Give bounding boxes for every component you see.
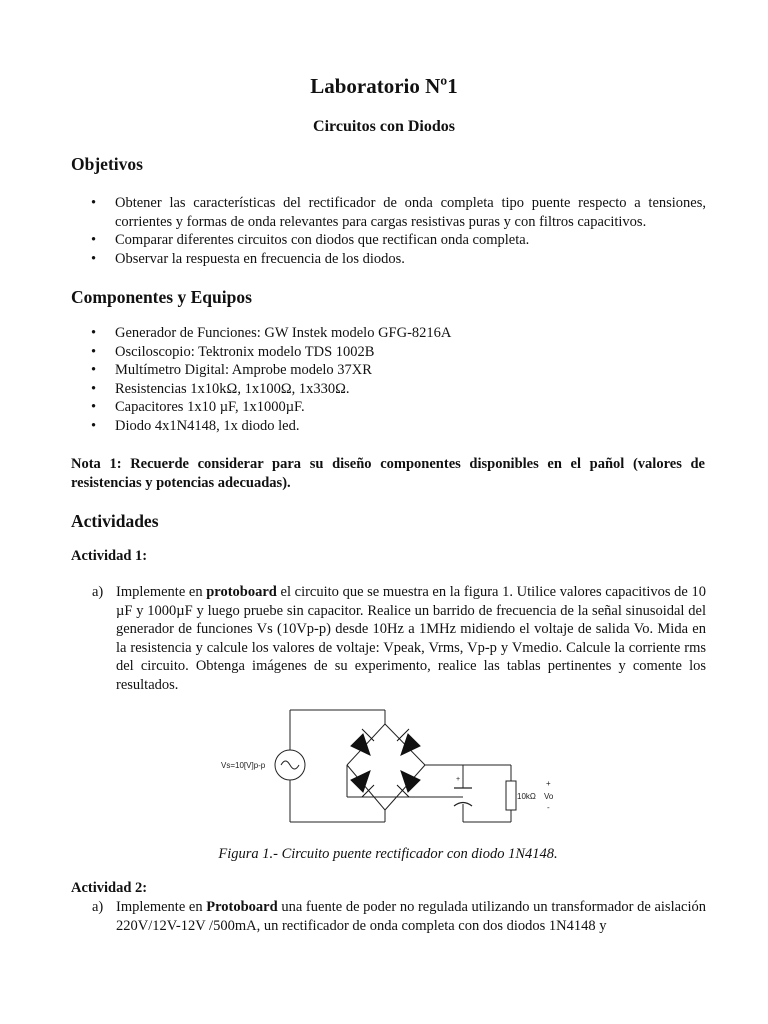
resistor-icon (506, 781, 516, 810)
output-minus-label: - (547, 803, 550, 812)
list-item: • Multímetro Digital: Amprobe modelo 37XR (71, 361, 706, 380)
bold-term: protoboard (206, 584, 277, 600)
actividades-heading: Actividades (71, 511, 159, 531)
actividad-1-paragraph: a) Implemente en protoboard el circuito que se muestra en la figura 1. Utilice valores capacitivos de 10 µF y 1000µF y luego pruebe sin capacitor. Realice un barrido de frecuencia de la señal sinusoidal del generador de funciones Vs (10Vp-p) desde 10Hz a 1MHz midiendo el voltaje de salida Vo. Mida en la resistencia y calcule los valores de voltaje: Vpeak, Vrms, Vp-p y Vmedio. Calcule la corriente rms del circuito. Obtenga imágenes de su experimento, realice las tablas pertinentes y comente los resultados. (92, 584, 706, 693)
source-label: Vs=10[V]p-p (221, 761, 266, 770)
componentes-list (71, 324, 706, 435)
figure-caption: Figura 1.- Circuito puente rectificador con diodo 1N4148. (218, 846, 558, 862)
item-label: a) (92, 584, 104, 600)
objetivos-list (71, 194, 706, 268)
output-label: Vo (544, 792, 554, 801)
list-item: • Observar la respuesta en frecuencia de los diodos. (71, 250, 706, 269)
bold-term: Protoboard (206, 899, 278, 915)
list-item: • Diodo 4x1N4148, 1x diodo led. (71, 417, 706, 436)
list-item: • Generador de Funciones: GW Instek modelo GFG-8216A (71, 324, 706, 343)
actividad-1-heading: Actividad 1: (71, 548, 148, 564)
actividad-2-paragraph: a) Implemente en Protoboard una fuente de poder no regulada utilizando un transformador de aislación 220V/12V-12V /500mA, un rectificador de onda completa con dos diodos 1N4148 y (92, 899, 707, 934)
objetivos-heading: Objetivos (71, 154, 143, 174)
capacitor-plus-label: + (456, 776, 461, 783)
page-title: Laboratorio Nº1 (310, 74, 458, 98)
output-plus-label: + (546, 779, 551, 788)
list-item: • Obtener las características del rectificador de onda completa tipo puente respecto a tensiones, corrientes y formas de onda relevantes para cargas resistivas puras y con filtros capacitivos. (71, 194, 706, 231)
list-item: • Resistencias 1x10kΩ, 1x100Ω, 1x330Ω. (71, 380, 706, 399)
page-subtitle: Circuitos con Diodos (313, 118, 455, 135)
diode-d1-icon (351, 734, 370, 755)
actividad-2-heading: Actividad 2: (71, 880, 148, 896)
list-item: • Osciloscopio: Tektronix modelo TDS 1002B (71, 343, 706, 362)
diode-d2-icon (401, 734, 420, 755)
list-item: • Capacitores 1x10 µF, 1x1000µF. (71, 398, 706, 417)
nota-1: Nota 1: Recuerde considerar para su diseño componentes disponibles en el pañol (valores de resistencias y potencias adecuadas). (71, 456, 705, 491)
resistor-label: 10kΩ (517, 792, 536, 801)
componentes-heading: Componentes y Equipos (71, 287, 252, 307)
bridge-rectifier-circuit-figure (215, 702, 560, 837)
list-item: • Comparar diferentes circuitos con diodos que rectifican onda completa. (71, 231, 706, 250)
item-label: a) (92, 899, 104, 915)
